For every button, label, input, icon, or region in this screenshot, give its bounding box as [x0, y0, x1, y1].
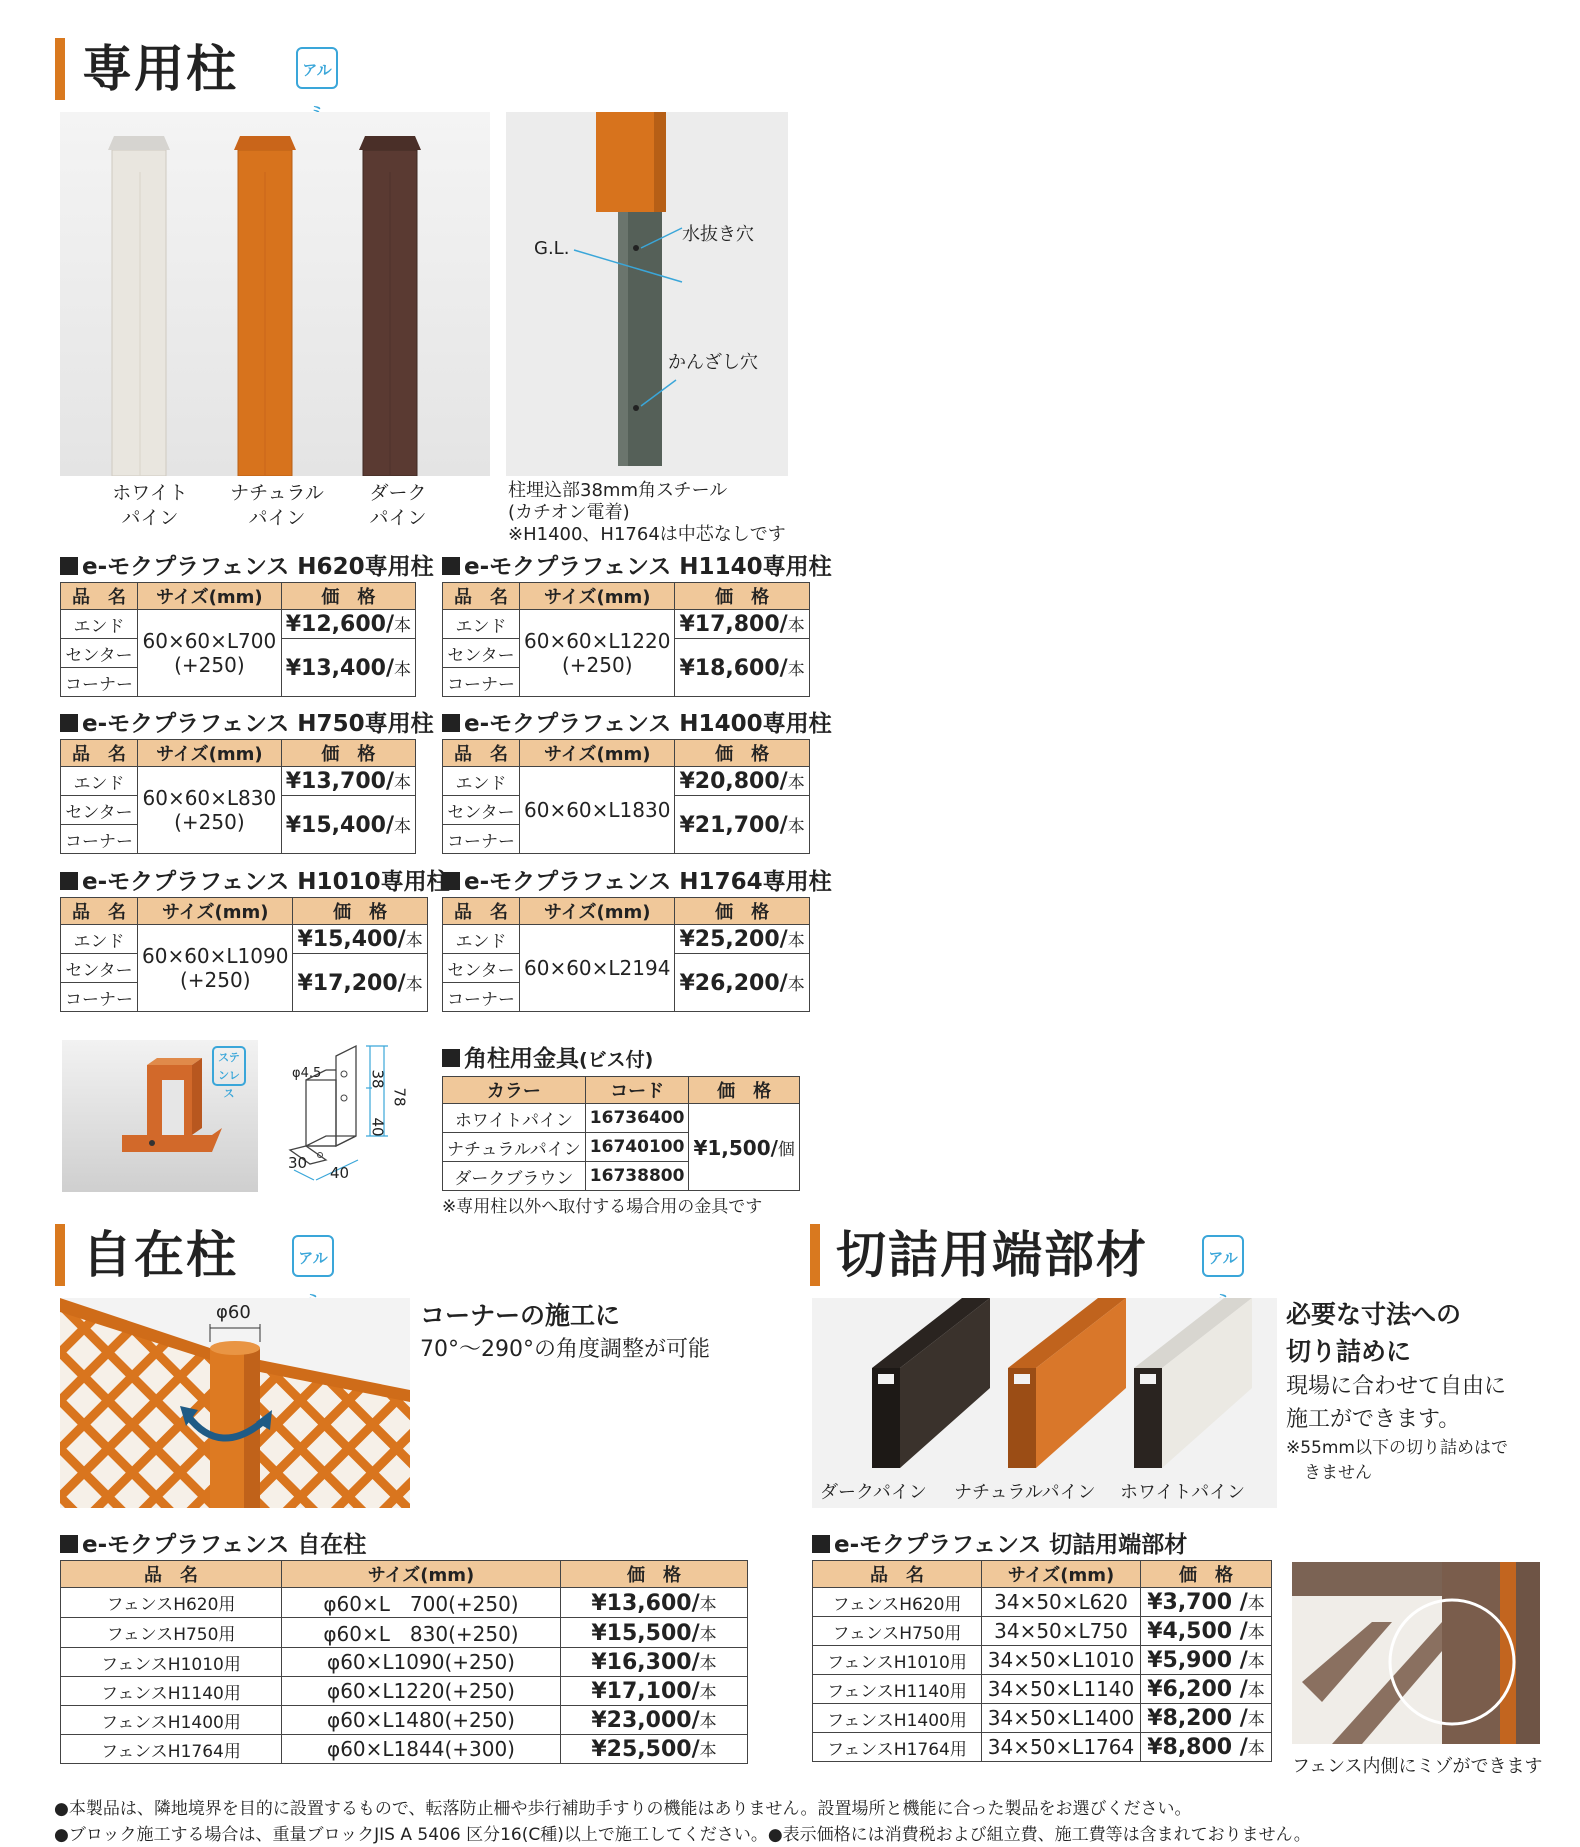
table-row [813, 1617, 1272, 1646]
end-trim-table-title: e-モクプラフェンス 切詰用端部材 [812, 1526, 1187, 1559]
groove-photo [1292, 1562, 1540, 1744]
product-size: 34×50×L620 [982, 1588, 1141, 1617]
bracket-code: 16736400 [585, 1104, 689, 1133]
end-trim-table [812, 1560, 1272, 1762]
header-size: サイズ(mm) [982, 1561, 1141, 1588]
type-center: センター [61, 639, 138, 668]
trim-label-white: ホワイトパイン [1120, 1482, 1246, 1503]
price-center-corner: ¥18,600/本 [675, 639, 809, 697]
trim-label-natural: ナチュラルパイン [954, 1482, 1096, 1503]
product-price: ¥5,900 /本 [1141, 1646, 1272, 1675]
price-end: ¥17,800/本 [675, 610, 809, 639]
type-center: センター [61, 954, 138, 983]
price-end: ¥25,200/本 [675, 925, 809, 954]
product-size: φ60×L1090(+250) [282, 1648, 561, 1677]
type-corner: コーナー [61, 668, 138, 697]
section-bar [810, 1224, 820, 1286]
end-trim-lead: 必要な寸法への 切り詰めに [1286, 1300, 1462, 1366]
table-row [813, 1588, 1272, 1617]
post-size: 60×60×L1220 (+250) [520, 610, 675, 697]
table-row [813, 1646, 1272, 1675]
color-label-dark: ダーク パイン [369, 482, 427, 529]
bracket-color: ナチュラルパイン [443, 1133, 586, 1162]
post-table-title: e-モクプラフェンス H1140専用柱 [442, 548, 832, 581]
aluminum-badge: アル [292, 1235, 334, 1277]
header-name: 品 名 [813, 1561, 982, 1588]
bracket-drawing [280, 1040, 420, 1190]
bracket-table [442, 1076, 800, 1191]
embed-diagram [506, 112, 788, 476]
product-price: ¥16,300/本 [561, 1648, 748, 1677]
type-corner: コーナー [61, 983, 138, 1012]
header-price: 価 格 [689, 1077, 799, 1104]
post-table-title: e-モクプラフェンス H1764専用柱 [442, 863, 832, 896]
type-end: エンド [443, 767, 520, 796]
type-end: エンド [61, 925, 138, 954]
header-size: サイズ(mm) [282, 1561, 561, 1588]
pin-hole-label: かんざし穴 [668, 352, 758, 373]
post-spec-table [442, 897, 810, 1012]
free-post-photo [60, 1298, 410, 1508]
post-table-title: e-モクプラフェンス H620専用柱 [60, 548, 434, 581]
header-price: 価 格 [675, 898, 809, 925]
price-center-corner: ¥17,200/本 [293, 954, 427, 1012]
table-row [61, 1648, 748, 1677]
diagram-caption: 柱埋込部38mm角スチール (カチオン電着) ※H1400、H1764は中芯なしです [508, 480, 786, 545]
product-price: ¥8,200 /本 [1141, 1704, 1272, 1733]
free-post-table-title: e-モクプラフェンス 自在柱 [60, 1526, 366, 1559]
post-size: 60×60×L1830 [520, 767, 675, 854]
product-name: フェンスH620用 [813, 1588, 982, 1617]
product-name: フェンスH1010用 [813, 1646, 982, 1675]
groove-illustration [1292, 1562, 1540, 1744]
end-trim-photo [812, 1298, 1277, 1508]
price-end: ¥20,800/本 [675, 767, 809, 796]
free-post-desc: 70°～290°の角度調整が可能 [420, 1337, 710, 1362]
product-size: φ60×L1844(+300) [282, 1735, 561, 1764]
table-row [813, 1733, 1272, 1762]
section-bar [55, 38, 65, 100]
header-price: 価 格 [1141, 1561, 1272, 1588]
dim-hole: φ4.5 [292, 1066, 322, 1081]
post-size: 60×60×L700 (+250) [138, 610, 282, 697]
product-size: φ60×L1220(+250) [282, 1677, 561, 1706]
table-row [61, 1706, 748, 1735]
bracket-color: ホワイトパイン [443, 1104, 586, 1133]
post-table-title: e-モクプラフェンス H750専用柱 [60, 705, 434, 738]
section-title-end-trim: 切詰用端部材 [836, 1226, 1148, 1284]
dim-38: 38 [368, 1069, 387, 1089]
product-name: フェンスH1140用 [61, 1677, 282, 1706]
header-color: カラー [443, 1077, 586, 1104]
type-end: エンド [61, 767, 138, 796]
post-table-title: e-モクプラフェンス H1010専用柱 [60, 863, 450, 896]
header-code: コード [585, 1077, 689, 1104]
table-row [813, 1704, 1272, 1733]
natural-post [234, 136, 296, 476]
header-name: 品 名 [443, 583, 520, 610]
post-photo [60, 112, 490, 476]
table-row [813, 1675, 1272, 1704]
header-size: サイズ(mm) [520, 583, 675, 610]
dim-30: 30 [288, 1154, 308, 1172]
price-end: ¥12,600/本 [281, 610, 415, 639]
groove-caption: フェンス内側にミゾができます [1292, 1756, 1543, 1777]
dim-40b: 40 [330, 1164, 350, 1182]
header-size: サイズ(mm) [138, 583, 282, 610]
phi-label: φ60 [216, 1302, 251, 1323]
product-name: フェンスH1400用 [61, 1706, 282, 1735]
product-size: 34×50×L1140 [982, 1675, 1141, 1704]
free-post-illustration [60, 1298, 410, 1508]
product-price: ¥13,600/本 [561, 1588, 748, 1618]
price-end: ¥15,400/本 [293, 925, 427, 954]
end-trim-illustration [812, 1298, 1277, 1508]
type-center: センター [61, 796, 138, 825]
bracket-title: 角柱用金具(ビス付) [442, 1040, 653, 1073]
end-trim-desc: 現場に合わせて自由に 施工ができます。 [1286, 1374, 1507, 1432]
product-name: フェンスH1764用 [61, 1735, 282, 1764]
section-title-posts: 専用柱 [82, 40, 238, 98]
product-name: フェンスH1140用 [813, 1675, 982, 1704]
type-end: エンド [61, 610, 138, 639]
type-corner: コーナー [61, 825, 138, 854]
product-price: ¥15,500/本 [561, 1618, 748, 1648]
product-name: フェンスH750用 [61, 1618, 282, 1648]
post-size: 60×60×L1090 (+250) [138, 925, 293, 1012]
gl-label: G.L. [534, 238, 570, 259]
post-table-title: e-モクプラフェンス H1400専用柱 [442, 705, 832, 738]
post-spec-table [60, 582, 416, 697]
type-corner: コーナー [443, 825, 520, 854]
post-diagram [506, 112, 788, 476]
product-price: ¥6,200 /本 [1141, 1675, 1272, 1704]
table-row [61, 1618, 748, 1648]
product-size: φ60×L 830(+250) [282, 1618, 561, 1648]
drain-hole-icon [633, 245, 639, 251]
product-price: ¥4,500 /本 [1141, 1617, 1272, 1646]
product-name: フェンスH1010用 [61, 1648, 282, 1677]
price-center-corner: ¥21,700/本 [675, 796, 809, 854]
type-center: センター [443, 796, 520, 825]
dim-40a: 40 [368, 1117, 387, 1137]
stainless-badge: ステンレス [212, 1046, 246, 1086]
product-size: 34×50×L1764 [982, 1733, 1141, 1762]
type-corner: コーナー [443, 668, 520, 697]
post-spec-table [442, 582, 810, 697]
bracket-code: 16738800 [585, 1162, 689, 1191]
footer-note-2: ●ブロック施工する場合は、重量ブロックJIS A 5406 区分16(C種)以上で施工してください。●表示価格には消費税および組立費、施工費等は含まれておりません。 [54, 1825, 1311, 1845]
header-size: サイズ(mm) [520, 898, 675, 925]
header-size: サイズ(mm) [138, 898, 293, 925]
price-end: ¥13,700/本 [281, 767, 415, 796]
price-center-corner: ¥26,200/本 [675, 954, 809, 1012]
aluminum-badge: アル [296, 47, 338, 89]
end-trim-note: ※55mm以下の切り詰めはで きません [1286, 1438, 1508, 1483]
bracket-color: ダークブラウン [443, 1162, 586, 1191]
table-row [61, 1588, 748, 1618]
header-name: 品 名 [61, 1561, 282, 1588]
color-label-natural: ナチュラル パイン [230, 482, 324, 529]
trim-label-dark: ダークパイン [820, 1482, 927, 1503]
header-name: 品 名 [61, 898, 138, 925]
post-spec-table [60, 897, 428, 1012]
pin-hole-icon [633, 405, 639, 411]
price-center-corner: ¥15,400/本 [281, 796, 415, 854]
type-end: エンド [443, 925, 520, 954]
header-price: 価 格 [675, 740, 809, 767]
header-price: 価 格 [561, 1561, 748, 1588]
bracket-price: ¥1,500/個 [689, 1104, 799, 1191]
product-size: φ60×L1480(+250) [282, 1706, 561, 1735]
color-label-white: ホワイト パイン [112, 482, 188, 529]
header-name: 品 名 [443, 740, 520, 767]
product-price: ¥23,000/本 [561, 1706, 748, 1735]
section-title-free-post: 自在柱 [82, 1226, 238, 1284]
header-name: 品 名 [443, 898, 520, 925]
aluminum-badge: アル [1202, 1235, 1244, 1277]
bracket-code: 16740100 [585, 1133, 689, 1162]
price-center-corner: ¥13,400/本 [281, 639, 415, 697]
product-size: 34×50×L1400 [982, 1704, 1141, 1733]
post-size: 60×60×L2194 [520, 925, 675, 1012]
product-size: 34×50×L1010 [982, 1646, 1141, 1675]
product-price: ¥17,100/本 [561, 1677, 748, 1706]
posts-illustration [60, 112, 490, 476]
type-end: エンド [443, 610, 520, 639]
header-size: サイズ(mm) [138, 740, 282, 767]
dark-post [359, 136, 421, 476]
product-name: フェンスH1400用 [813, 1704, 982, 1733]
product-price: ¥25,500/本 [561, 1735, 748, 1764]
product-price: ¥3,700 /本 [1141, 1588, 1272, 1617]
free-post-table [60, 1560, 748, 1764]
product-name: フェンスH750用 [813, 1617, 982, 1646]
section-bar [55, 1224, 65, 1286]
bracket-note: ※専用柱以外へ取付する場合用の金具です [442, 1197, 763, 1217]
header-price: 価 格 [281, 583, 415, 610]
product-name: フェンスH1764用 [813, 1733, 982, 1762]
post-spec-table [442, 739, 810, 854]
post-spec-table [60, 739, 416, 854]
table-row [61, 1735, 748, 1764]
header-name: 品 名 [61, 740, 138, 767]
product-name: フェンスH620用 [61, 1588, 282, 1618]
header-name: 品 名 [61, 583, 138, 610]
product-size: 34×50×L750 [982, 1617, 1141, 1646]
header-price: 価 格 [293, 898, 427, 925]
post-size: 60×60×L830 (+250) [138, 767, 282, 854]
footer-note-1: ●本製品は、隣地境界を目的に設置するもので、転落防止柵や歩行補助手すりの機能はありません。設置場所と機能に合った製品をお選びください。 [54, 1799, 1192, 1819]
free-post-lead: コーナーの施工に [420, 1301, 621, 1330]
type-center: センター [443, 954, 520, 983]
white-post [108, 136, 170, 476]
product-size: φ60×L 700(+250) [282, 1588, 561, 1618]
drain-hole-label: 水抜き穴 [682, 224, 754, 245]
product-price: ¥8,800 /本 [1141, 1733, 1272, 1762]
table-row [61, 1677, 748, 1706]
dim-78: 78 [390, 1087, 409, 1107]
type-center: センター [443, 639, 520, 668]
type-corner: コーナー [443, 983, 520, 1012]
header-price: 価 格 [675, 583, 809, 610]
header-price: 価 格 [281, 740, 415, 767]
header-size: サイズ(mm) [520, 740, 675, 767]
